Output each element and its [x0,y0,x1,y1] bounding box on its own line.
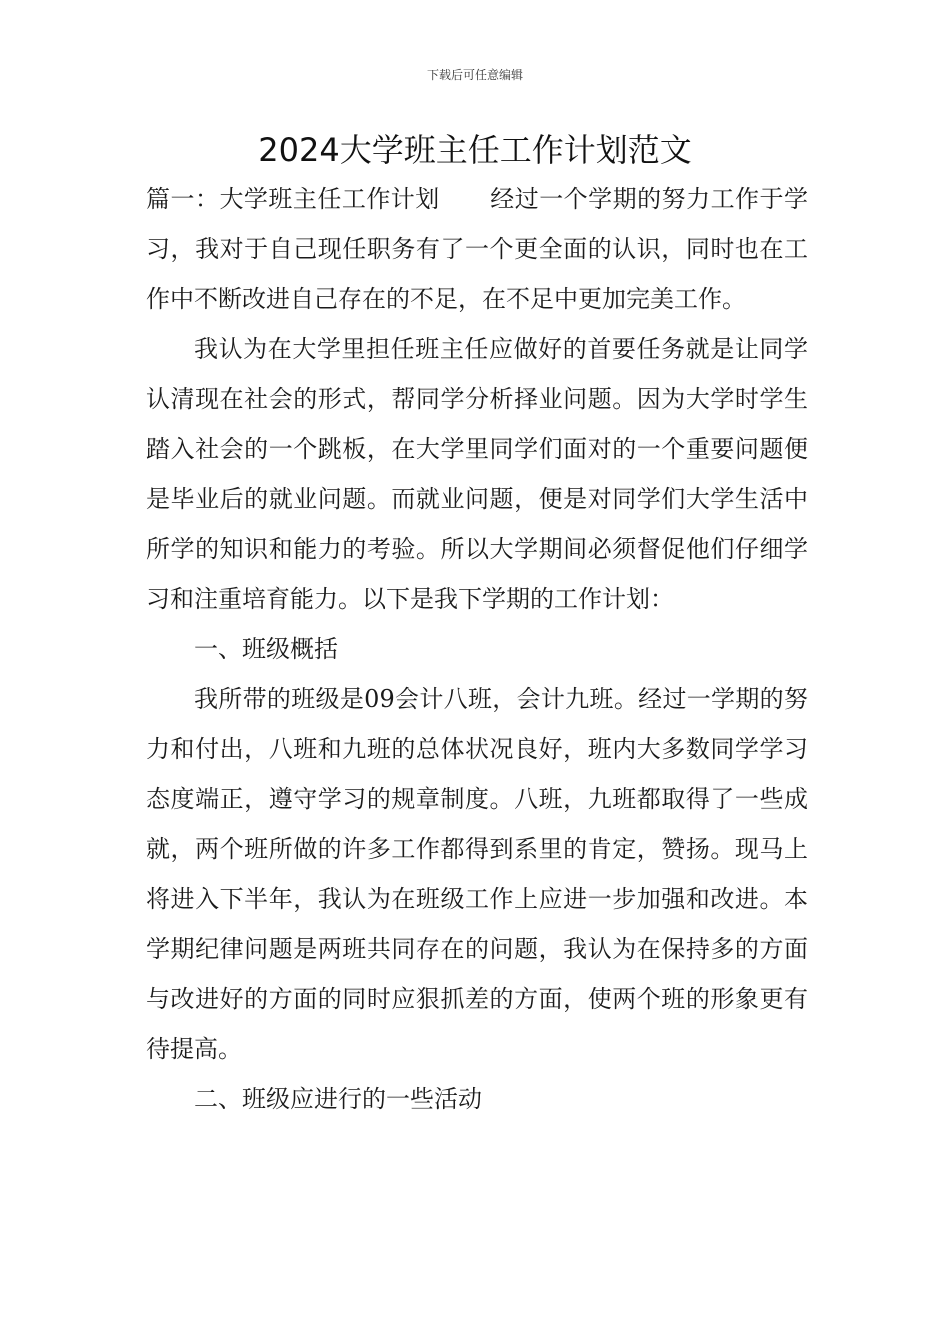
document-title: 2024大学班主任工作计划范文 [258,131,692,169]
section-heading: 二、班级应进行的一些活动 [194,1085,482,1113]
intro-text: 经过一个学期的努力工作于学习，我对于自己现任职务有了一个更全面的认识，同时也在工作中不断改进自己存在的不足，在不足中更加完美工作。 [146,185,809,313]
paragraph: 我认为在大学里担任班主任应做好的首要任务就是让同学认清现在社会的形式，帮同学分析择业问题。因为大学时学生踏入社会的一个跳板，在大学里同学们面对的一个重要问题便是毕业后的就业问题。而就业问题，便是对同学们大学生活中所学的知识和能力的考验。所以大学期间必须督促他们仔细学习和注重培育能力。以下是我下学期的工作计划： [146,335,808,613]
document-body [146,174,808,1124]
paragraph-intro [146,174,808,324]
section-heading: 一、班级概括 [194,635,338,663]
header-note: 下载后可任意编辑 [426,68,523,82]
section-label: 篇一：大学班主任工作计划 [146,185,440,213]
paragraph: 我所带的班级是09会计八班，会计九班。经过一学期的努力和付出，八班和九班的总体状况良好，班内大多数同学学习态度端正，遵守学习的规章制度。八班，九班都取得了一些成就，两个班所做的许多工作都得到系里的肯定，赞扬。现马上将进入下半年，我认为在班级工作上应进一步加强和改进。本学期纪律问题是两班共同存在的问题，我认为在保持多的方面与改进好的方面的同时应狠抓差的方面，使两个班的形象更有待提高。 [146,685,808,1063]
